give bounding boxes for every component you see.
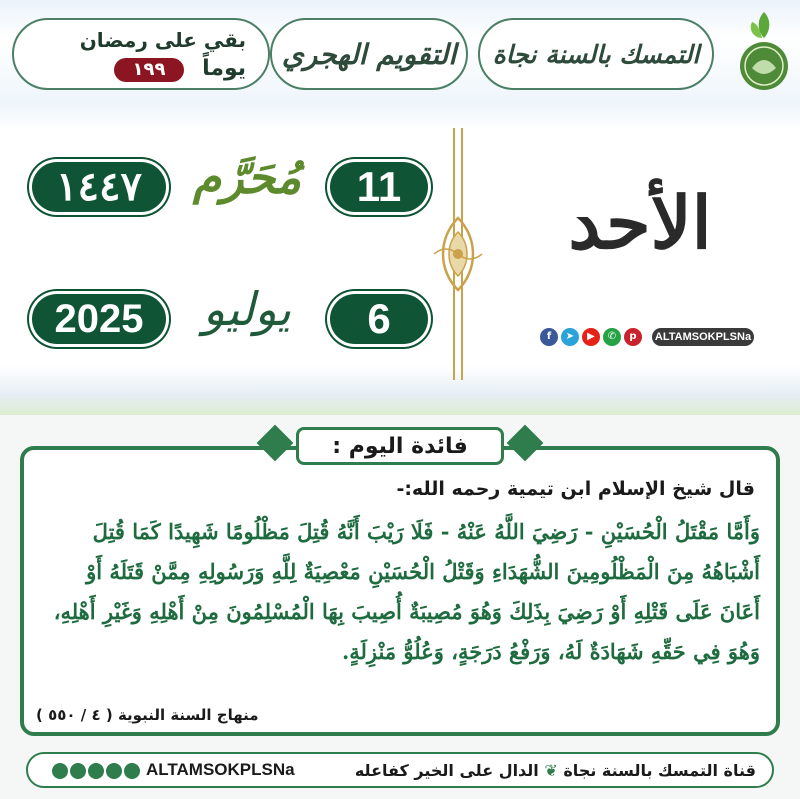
- ornament-divider-icon: [430, 128, 486, 380]
- leaf-icon: ❦: [538, 761, 558, 780]
- footer-channel: قناة التمسك بالسنة نجاة: [563, 761, 756, 780]
- ramadan-days-unit: يوماً: [202, 56, 246, 81]
- hijri-year-pill: ١٤٤٧: [32, 162, 166, 212]
- whatsapp-icon[interactable]: [106, 763, 122, 779]
- ramadan-days-badge: ١٩٩: [114, 58, 184, 82]
- telegram-icon[interactable]: [70, 763, 86, 779]
- social-handle[interactable]: ALTAMSOKPLSNa: [652, 328, 754, 346]
- gregorian-day-pill: 6: [330, 294, 428, 344]
- footer-bar: [26, 752, 774, 788]
- landscape-band: [0, 365, 800, 415]
- whatsapp-icon[interactable]: ✆: [603, 328, 621, 346]
- gregorian-month-name: يوليو: [202, 282, 292, 336]
- footer-motto: الدال على الخير كفاعله: [354, 761, 539, 780]
- quote-intro: قال شيخ الإسلام ابن تيمية رحمه الله:-: [396, 478, 755, 500]
- benefit-title: فائدة اليوم :: [332, 434, 468, 459]
- ramadan-countdown-label: بقي على رمضان: [79, 28, 246, 52]
- telegram-icon[interactable]: ➤: [561, 328, 579, 346]
- youtube-icon[interactable]: [88, 763, 104, 779]
- hijri-day-pill: 11: [330, 162, 428, 212]
- slogan-pill: [478, 18, 714, 90]
- youtube-icon[interactable]: ▶: [582, 328, 600, 346]
- footer-text: [355, 761, 756, 780]
- channel-logo-icon: [736, 8, 792, 94]
- benefit-title-tab: [296, 427, 504, 465]
- quote-text: وَأَمَّا مَقْتَلُ الْحُسَيْنِ - رَضِيَ اللَّهُ عَنْهُ - فَلَا رَيْبَ أَنَّهُ قُتِلَ مَظْلُومًا شَهِيدًا كَمَا قُتِلَ أَشْبَاهُهُ مِنَ الْمَظْلُومِينَ الشُّهَدَاءِ وَقَتْلُ الْحُسَيْنِ مَعْصِيَةٌ لِلَّهِ وَرَسُولِهِ مِمَّنْ قَتَلَهُ أَوْ أَعَانَ عَلَى قَتْلِهِ أَوْ رَضِيَ بِذَلِكَ وَهُوَ مُصِيبَةٌ أُصِيبَ بِهَا الْمُسْلِمُونَ مِنْ أَهْلِهِ وَغَيْرِ أَهْلِهِ، وَهُوَ فِي حَقِّهِ شَهَادَةٌ لَهُ، وَرَفْعُ دَرَجَةٍ، وَعُلُوُّ مَنْزِلَةٍ.: [53, 519, 760, 664]
- calendar-title: التقويم الهجري: [281, 37, 457, 71]
- calendar-title-pill: [270, 18, 468, 90]
- quote-source: منهاج السنة النبوية ( ٤ / ٥٥٠ ): [36, 706, 259, 724]
- hijri-month-name: مُحَرَّم: [192, 150, 302, 204]
- gregorian-year-pill: 2025: [32, 294, 166, 344]
- slogan-text: التمسك بالسنة نجاة: [492, 39, 700, 69]
- pinterest-icon[interactable]: p: [624, 328, 642, 346]
- facebook-icon[interactable]: [52, 763, 68, 779]
- weekday-name: الأحد: [568, 180, 712, 265]
- footer-handle[interactable]: ALTAMSOKPLSNa: [146, 760, 295, 779]
- pinterest-icon[interactable]: [124, 763, 140, 779]
- ramadan-countdown: [12, 18, 270, 90]
- facebook-icon[interactable]: f: [540, 328, 558, 346]
